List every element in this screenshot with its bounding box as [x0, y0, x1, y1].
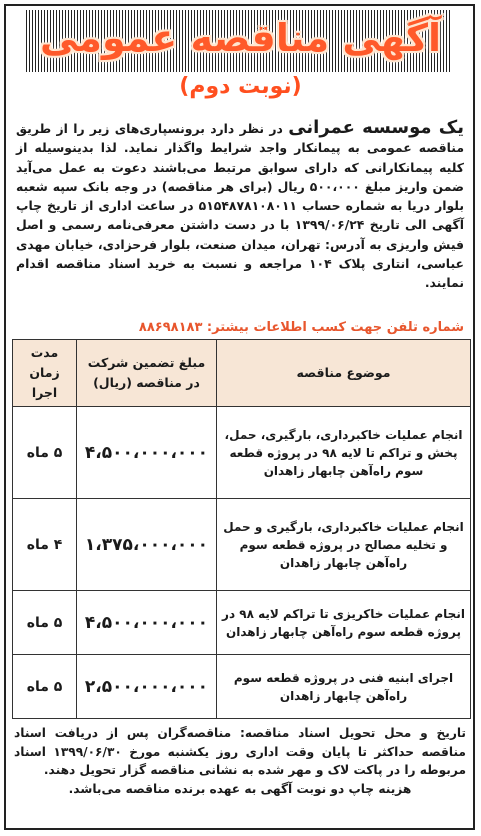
row-subject: انجام عملیات خاکبرداری، بارگیری، حمل، پخش و تراکم تا لایه ۹۸ در پروژه قطعه سوم راه‌آهن چابهار زاهدان — [217, 407, 471, 499]
row-guarantee: ۱،۳۷۵،۰۰۰،۰۰۰ — [77, 499, 217, 591]
table-row — [13, 407, 471, 499]
footer-lead: تاریخ و محل تحویل اسناد مناقصه: — [239, 726, 466, 740]
phone-line: شماره تلفن جهت کسب اطلاعات بیشتر: ۸۸۶۹۸۱۸۳ — [138, 320, 464, 335]
row-duration: ۴ ماه — [13, 499, 77, 591]
row-guarantee: ۲،۵۰۰،۰۰۰،۰۰۰ — [77, 655, 217, 719]
intro-text: در نظر دارد برونسپاری‌های زیر را از طریق مناقصه عمومی به پیمانکار واجد شرایط واگذار نماید. لذا بدینوسیله از کلیه پیمانکارانی که دارای سوابق مرتبط می‌باشند دعوت به عمل می‌آید ضمن واریز مبلغ ۵۰۰،۰۰۰ ریال (برای هر مناقصه) در وجه بانک سپه شعبه بلوار دریا به شماره حساب ۵۱۵۴۸۷۸۱۰۸۰۱۱ در ساعت اداری از تاریخ چاپ آگهی الی تاریخ ۱۳۹۹/۰۶/۲۴ با در دست داشتن معرفی‌نامه رسمی و اصل فیش واریزی به آدرس: تهران، میدان صنعت، بلوار فرحزادی، خیابان مهدی عباسی، انتاری پلاک ۱۰۴ مراجعه و نسبت به خرید اسناد مناقصه اقدام نمایند. — [16, 121, 464, 291]
footer-paragraph — [14, 724, 466, 798]
header-duration: مدت زمان اجرا — [13, 340, 77, 407]
row-subject: انجام عملیات خاکریزی تا تراکم لایه ۹۸ در پروژه قطعه سوم راه‌آهن چابهار زاهدان — [217, 591, 471, 655]
organization-name: یک موسسه عمرانی — [288, 117, 464, 138]
page-subtitle: (نوبت دوم) — [179, 74, 302, 99]
row-duration: ۵ ماه — [13, 591, 77, 655]
footer-text: مناقصه‌گران پس از دریافت اسناد مناقصه حداکثر تا پایان وقت اداری روز یکشنبه مورخ ۱۳۹۹/۰۶/۳۰ اسناد مربوطه را در پاکت لاک و مهر شده به نشانی مناقصه گزار تحویل دهند. — [14, 726, 466, 778]
table-header-row — [13, 340, 471, 407]
tender-table — [12, 339, 471, 719]
table-row — [13, 655, 471, 719]
header-subject: موضوع مناقصه — [217, 340, 471, 407]
table-row — [13, 499, 471, 591]
header-guarantee: مبلغ تضمین شرکت در مناقصه (ریال) — [77, 340, 217, 407]
row-duration: ۵ ماه — [13, 407, 77, 499]
row-subject: انجام عملیات خاکبرداری، بارگیری و حمل و تخلیه مصالح در پروژه قطعه سوم راه‌آهن چابهار زاهدان — [217, 499, 471, 591]
page-title: آگهی مناقصه عمومی — [39, 16, 442, 60]
row-duration: ۵ ماه — [13, 655, 77, 719]
footer-last-line: هزینه چاپ دو نوبت آگهی به عهده برنده مناقصه می‌باشد. — [68, 781, 412, 796]
intro-paragraph — [16, 118, 464, 293]
row-subject: اجرای ابنیه فنی در پروژه قطعه سوم راه‌آهن چابهار زاهدان — [217, 655, 471, 719]
row-guarantee: ۴،۵۰۰،۰۰۰،۰۰۰ — [77, 407, 217, 499]
row-guarantee: ۴،۵۰۰،۰۰۰،۰۰۰ — [77, 591, 217, 655]
table-row — [13, 591, 471, 655]
